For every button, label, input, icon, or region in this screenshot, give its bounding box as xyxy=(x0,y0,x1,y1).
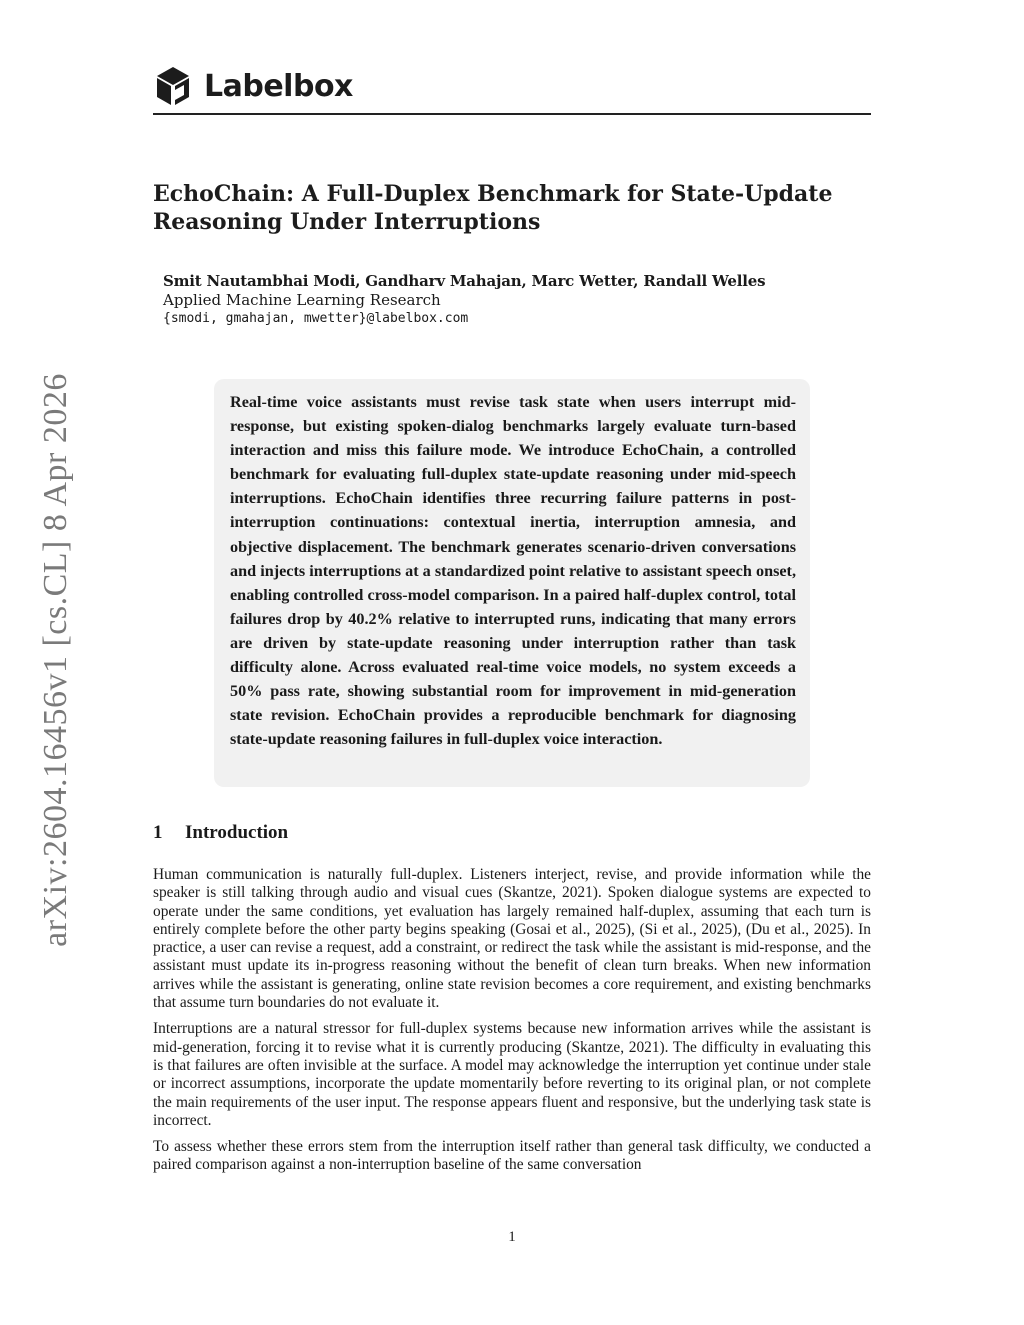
affiliation: Applied Machine Learning Research xyxy=(163,291,441,309)
abstract-text: Real-time voice assistants must revise task state when users interrupt mid-response, but existing spoken-dialog benchmarks largely evaluate turn-based interaction and miss this failure mode. We introduce EchoChain, a controlled benchmark for evaluating full-duplex state-update reasoning under mid-speech interruptions. EchoChain identifies three recurring failure patterns in post-interruption continuations: contextual inertia, interruption amnesia, and objective displacement. The benchmark generates scenario-driven conversations and injects interruptions at a standardized point relative to assistant speech onset, enabling controlled cross-model comparison. In a paired half-duplex control, total failures drop by 40.2% relative to interrupted runs, indicating that many errors are driven by state-update reasoning under interruption rather than task difficulty alone. Across evaluated real-time voice models, no system exceeds a 50% pass rate, showing substantial room for improvement in mid-generation state revision. EchoChain provides a reproducible benchmark for diagnosing state-update reasoning failures in full-duplex voice interaction. xyxy=(230,393,796,749)
author-names: Smit Nautambhai Modi, Gandharv Mahajan, Marc Wetter, Randall Welles xyxy=(163,272,766,290)
logo-wordmark: Labelbox xyxy=(204,68,353,104)
arxiv-identifier: arXiv:2604.16456v1 [cs.CL] 8 Apr 2026 xyxy=(37,373,74,947)
author-emails: {smodi, gmahajan, mwetter}@labelbox.com xyxy=(163,311,469,326)
section-title: Introduction xyxy=(185,822,289,843)
section-heading xyxy=(153,822,288,844)
body-paragraph: Human communication is naturally full-duplex. Listeners interject, revise, and provide information while the speaker is still talking through audio and visual cues (Skantze, 2021). Spoken dialogue systems are expected to operate under the same conditions, yet evaluation has largely remained half-duplex, assuming that each turn is entirely complete before the other party begins speaking (Gosai et al., 2025), (Si et al., 2025), (Du et al., 2025). In practice, a user can revise a request, add a constraint, or redirect the task while the assistant is mid-response, and the assistant must update its in-progress reasoning without the benefit of clean turn breaks. When new information arrives while the assistant is generating, online state revision becomes a core requirement, and existing benchmarks that assume turn boundaries do not evaluate it. xyxy=(153,866,871,1012)
header-rule xyxy=(153,113,871,115)
body-paragraph: Interruptions are a natural stressor for full-duplex systems because new information arrives while the assistant is mid-generation, forcing it to revise what it is currently producing (Skantze, 2021). The difficulty in evaluating this is that failures are often invisible at the surface. A model may acknowledge the interruption yet continue under stale or incorrect assumptions, incorporate the update momentarily before reverting to its original plan, or not complete the main requirements of the user input. The response appears fluent and responsive, but the underlying task state is incorrect. xyxy=(153,1020,871,1129)
body-paragraph: To assess whether these errors stem from the interruption itself rather than general task difficulty, we conducted a paired comparison against a non-interruption baseline of the same conversation xyxy=(153,1138,871,1174)
header-logo xyxy=(156,66,353,106)
section-number: 1 xyxy=(153,822,163,843)
introduction-body xyxy=(153,866,871,1183)
abstract-box xyxy=(214,379,810,787)
author-block xyxy=(163,272,765,328)
page-number: 1 xyxy=(508,1229,516,1245)
labelbox-cube-icon xyxy=(156,66,190,106)
paper-title: EchoChain: A Full-Duplex Benchmark for State-Update Reasoning Under Interruptions xyxy=(153,181,833,235)
